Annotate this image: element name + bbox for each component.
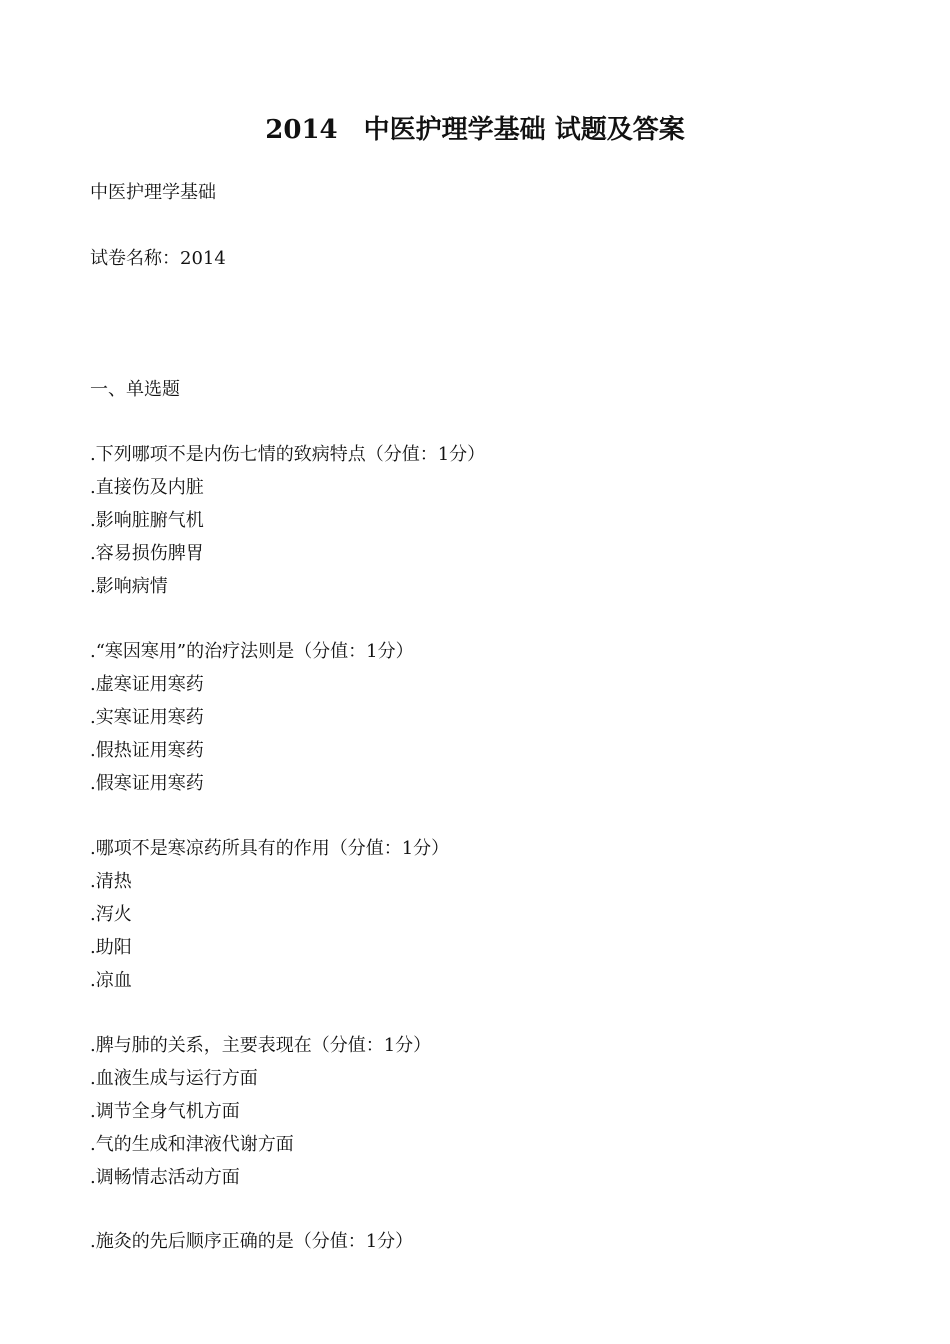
- question-stem: .施灸的先后顺序正确的是（分值：1分）: [90, 1231, 414, 1252]
- question-option: .气的生成和津液代谢方面: [90, 1134, 294, 1155]
- question-option: .影响脏腑气机: [90, 510, 204, 531]
- question-option: .虚寒证用寒药: [90, 674, 204, 695]
- question-option: .影响病情: [90, 576, 168, 597]
- subject-line: 中医护理学基础: [90, 182, 216, 203]
- document-title: 2014 中医护理学基础 试题及答案: [265, 115, 685, 145]
- question-option: .调畅情志活动方面: [90, 1167, 240, 1188]
- question-option: .凉血: [90, 970, 132, 991]
- question-option: .清热: [90, 871, 132, 892]
- question-option: .泻火: [90, 904, 132, 925]
- question-option: .助阳: [90, 937, 132, 958]
- question-option: .假热证用寒药: [90, 740, 204, 761]
- question-stem: .脾与肺的关系，主要表现在（分值：1分）: [90, 1035, 432, 1056]
- question-option: .容易损伤脾胃: [90, 543, 204, 564]
- question-stem: .下列哪项不是内伤七情的致病特点（分值：1分）: [90, 444, 486, 465]
- question-option: .血液生成与运行方面: [90, 1068, 258, 1089]
- paper-name-line: 试卷名称：2014: [90, 248, 226, 269]
- question-option: .实寒证用寒药: [90, 707, 204, 728]
- question-stem: .“寒因寒用”的治疗法则是（分值：1分）: [90, 641, 414, 662]
- section-heading: 一、单选题: [90, 379, 180, 400]
- question-option: .调节全身气机方面: [90, 1101, 240, 1122]
- question-stem: .哪项不是寒凉药所具有的作用（分值：1分）: [90, 838, 450, 859]
- question-option: .直接伤及内脏: [90, 477, 204, 498]
- question-option: .假寒证用寒药: [90, 773, 204, 794]
